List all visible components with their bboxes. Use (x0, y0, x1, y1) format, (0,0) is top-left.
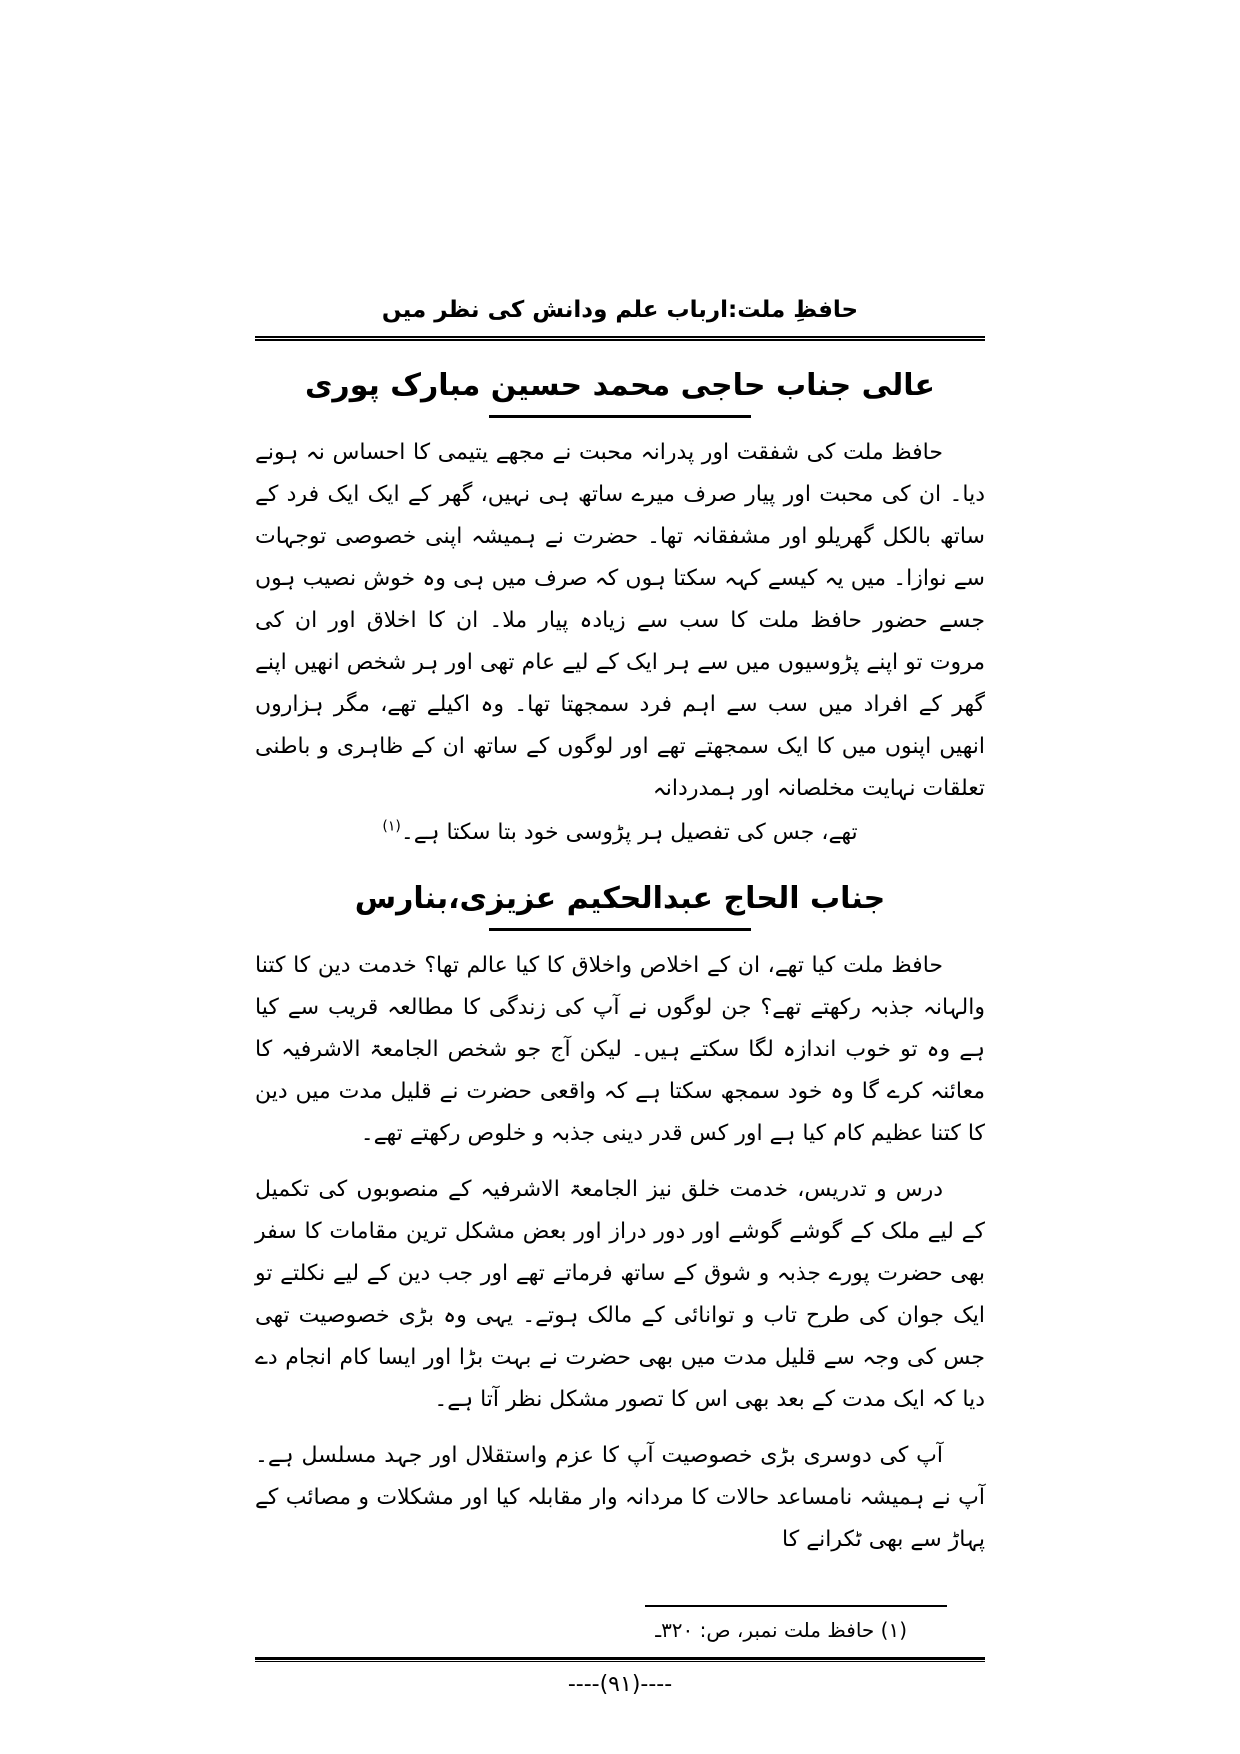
footnote-separator-rule (645, 1605, 947, 1607)
closing-line-text: تھے، جس کی تفصیل ہر پڑوسی خود بتا سکتا ہے۔ (400, 820, 858, 845)
book-page (255, 0, 985, 1697)
body-paragraph: آپ کی دوسری بڑی خصوصیت آپ کا عزم واستقلال اور جہد مسلسل ہے۔ آپ نے ہمیشہ نامساعد حالات کا مردانہ وار مقابلہ کیا اور مشکلات و مصائب کے پہاڑ سے بھی ٹکرانے کا (255, 1443, 985, 1552)
running-header-title: حافظِ ملت:ارباب علم ودانش کی نظر میں (381, 297, 859, 323)
body-paragraph: حافظ ملت کی شفقت اور پدرانہ محبت نے مجھے یتیمی کا احساس نہ ہونے دیا۔ ان کی محبت اور پیار صرف میرے ساتھ ہی نہیں، گھر کے ایک ایک فرد کے ساتھ بالکل گھریلو اور مشفقانہ تھا۔ حضرت نے ہمیشہ اپنی خصوصی توجہات سے نوازا۔ میں یہ کیسے کہہ سکتا ہوں کہ صرف میں ہی وہ خوش نصیب ہوں جسے حضور حافظ ملت کا سب سے زیادہ پیار ملا۔ ان کا اخلاق اور ان کی مروت تو اپنے پڑوسیوں میں سے ہر ایک کے لیے عام تھی اور ہر شخص انھیں اپنے گھر کے افراد میں سب سے اہم فرد سمجھتا تھا۔ وہ اکیلے تھے، مگر ہزاروں انھیں اپنوں میں کا ایک سمجھتے تھے اور لوگوں کے ساتھ ان کے ظاہری و باطنی تعلقات نہایت مخلصانہ اور ہمدردانہ (255, 440, 985, 801)
page-number: ----(۹۱)---- (567, 1672, 673, 1697)
heading-underline (489, 415, 751, 418)
body-paragraph: حافظ ملت کیا تھے، ان کے اخلاص واخلاق کا کیا عالم تھا؟ خدمت دین کا کتنا والہانہ جذبہ رکھتے تھے؟ جن لوگوں نے آپ کی زندگی کا مطالعہ قریب سے کیا ہے وہ تو خوب اندازہ لگا سکتے ہیں۔ لیکن آج جو شخص الجامعۃ الاشرفیہ کا معائنہ کرے گا وہ خود سمجھ سکتا ہے کہ واقعی حضرت نے قلیل مدت میں دین کا کتنا عظیم کام کیا ہے اور کس قدر دینی جذبہ و خلوص رکھتے تھے۔ (255, 953, 985, 1146)
section-azizi (255, 876, 985, 1561)
body-paragraph: درس و تدریس، خدمت خلق نیز الجامعۃ الاشرفیہ کے منصوبوں کی تکمیل کے لیے ملک کے گوشے گوشے اور دور دراز اور بعض مشکل ترین مقامات کا سفر بھی حضرت پورے جذبہ و شوق کے ساتھ فرماتے تھے اور جب دین کے لیے نکلتے تو ایک جوان کی طرح تاب و توانائی کے مالک ہوتے۔ یہی وہ بڑی خصوصیت تھی جس کی وجہ سے قلیل مدت میں بھی حضرت نے بہت بڑا اور ایسا کام انجام دے دیا کہ ایک مدت کے بعد بھی اس کا تصور مشکل نظر آتا ہے۔ (255, 1177, 985, 1412)
section-heading-mubarakpuri: عالی جناب حاجی محمد حسین مبارک پوری (304, 368, 936, 403)
footnote-block (255, 1605, 985, 1645)
header-double-rule (255, 336, 985, 341)
footnote-text: (۱) حافظ ملت نمبر، ص: ۳۲۰ـ (655, 1618, 907, 1642)
footnote-reference-marker: (۱) (382, 818, 401, 835)
closing-line (255, 812, 985, 854)
heading-underline (489, 928, 751, 931)
section-heading-azizi: جناب الحاج عبدالحکیم عزیزی،بنارس (354, 881, 886, 916)
footer-double-rule (255, 1657, 985, 1662)
section-mubarakpuri (255, 363, 985, 854)
